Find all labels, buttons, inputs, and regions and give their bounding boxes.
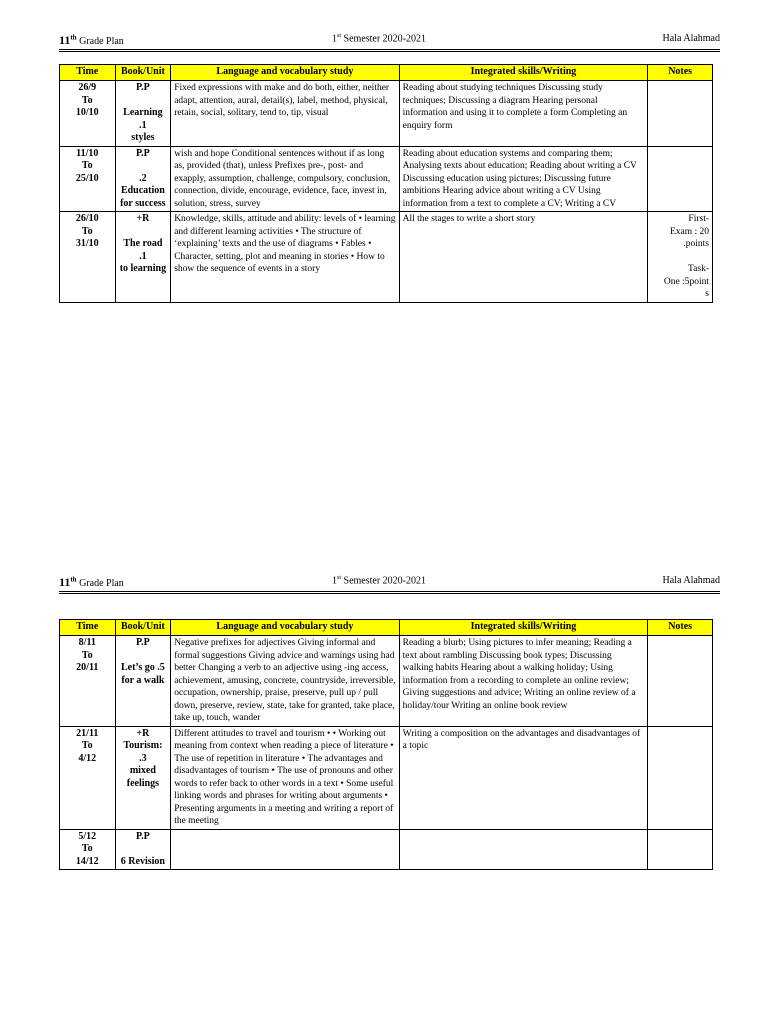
book-unit-cell-line: .2: [139, 172, 147, 184]
time-cell-line: 31/10: [75, 238, 99, 249]
book-unit-cell-line: Tourism: .3: [123, 740, 163, 764]
table-row: [60, 636, 713, 727]
skills-cell: Reading about studying techniques Discussing study techniques; Discussing a diagram Hearing personal information and using it to complete a form Completing an enquiry form: [399, 81, 648, 147]
time-cell: [60, 146, 116, 212]
grade-plan-label: 11th Grade Plan: [59, 575, 124, 589]
time-cell-line: To: [81, 740, 93, 751]
skills-cell: [399, 829, 648, 870]
col-header-time: Time: [60, 65, 116, 81]
book-unit-cell: [115, 726, 171, 829]
notes-cell-line: First-: [688, 214, 709, 224]
book-unit-cell-line: feelings: [126, 777, 159, 789]
book-unit-cell: [115, 81, 171, 147]
book-unit-cell-line: [119, 160, 168, 173]
notes-cell-line: s: [705, 289, 709, 299]
time-cell-line: To: [81, 843, 93, 854]
header-rule: [59, 591, 720, 594]
language-cell: Different attitudes to travel and tourism • • Working out meaning from context when reading a piece of literature • The use of repetition in literature • The advantages and disadvantages of tourism • The use of pronouns and other words to refer back to other words in a text • Some useful linking words and phrases for writing about arguments • Presenting arguments in a meeting and writing a report of the meeting: [171, 726, 399, 829]
table-body: [60, 81, 713, 303]
notes-cell: [648, 829, 713, 870]
plan-table: [59, 619, 713, 870]
col-header-time: Time: [60, 620, 116, 636]
header-rule: [59, 49, 720, 52]
time-cell-line: 4/12: [78, 752, 97, 764]
col-header-skills: Integrated skills/Writing: [399, 65, 648, 81]
time-cell: [60, 726, 116, 829]
table-row: [60, 81, 713, 147]
col-header-language: Language and vocabulary study: [171, 65, 399, 81]
col-header-notes: Notes: [648, 620, 713, 636]
time-cell: [60, 829, 116, 870]
plan-table: [59, 64, 713, 303]
book-unit-cell-line: P.P: [135, 82, 150, 93]
notes-cell-line: One :5point: [663, 276, 709, 287]
table-row: [60, 212, 713, 303]
col-header-notes: Notes: [648, 65, 713, 81]
book-unit-cell: [115, 829, 171, 870]
notes-cell: [648, 212, 713, 303]
notes-cell-line: [651, 251, 709, 264]
book-unit-cell-line: P.P: [135, 830, 150, 842]
time-cell-line: To: [81, 225, 93, 237]
teacher-name: Hala Alahmad: [662, 575, 720, 586]
table-header-row: [60, 620, 713, 636]
semester-label: 1st Semester 2020-2021: [332, 575, 427, 587]
book-unit-cell-line: to learning: [119, 263, 167, 274]
page-header: [59, 33, 720, 49]
time-cell-line: 5/12: [78, 830, 97, 842]
book-unit-cell-line: P.P: [135, 637, 150, 648]
language-cell: wish and hope Conditional sentences without if as long as, provided (that), unless Prefixes pre-, post- and exapply, assumption, challenge, compulsory, conclusion, connection, divide, encourage, evidence, face, invest in, solution, stress, survey: [171, 146, 399, 212]
notes-cell: [648, 636, 713, 727]
book-unit-cell-line: Let’s go .5: [120, 662, 165, 673]
book-unit-cell-line: The road .1: [123, 238, 163, 262]
col-header-book: Book/Unit: [115, 620, 171, 636]
time-cell-line: 26/9: [78, 82, 97, 93]
book-unit-cell-line: Learning .1: [123, 107, 163, 131]
table-row: [60, 146, 713, 212]
time-cell-line: To: [81, 160, 93, 171]
time-cell-line: 14/12: [75, 855, 99, 867]
book-unit-cell-line: [119, 226, 168, 239]
language-cell: Knowledge, skills, attitude and ability: levels of • learning and different learning activities • The structure of ‘explaining’ texts and the use of diagrams • Fables • Character, setting, plot and meaning in stories • How to show the sequence of events in a story: [171, 212, 399, 303]
language-cell: [171, 829, 399, 870]
skills-cell: Writing a composition on the advantages and disadvantages of a topic: [399, 726, 648, 829]
time-cell-line: 10/10: [75, 107, 99, 118]
semester-label: 1st Semester 2020-2021: [332, 33, 427, 45]
time-cell-line: To: [81, 649, 93, 661]
book-unit-cell: [115, 146, 171, 212]
notes-cell: [648, 146, 713, 212]
table-header-row: [60, 65, 713, 81]
book-unit-cell-line: +R: [136, 213, 150, 224]
book-unit-cell: [115, 212, 171, 303]
time-cell-line: To: [81, 94, 93, 106]
book-unit-cell-line: for success: [120, 197, 166, 209]
book-unit-cell-line: mixed: [129, 765, 156, 776]
language-cell: Fixed expressions with make and do both, either, neither adapt, attention, aural, detail(s), label, method, physical, retain, social, solitary, tend to, tip, visual: [171, 81, 399, 147]
book-unit-cell-line: +R: [136, 727, 150, 739]
language-cell: Negative prefixes for adjectives Giving informal and formal suggestions Giving advice and warnings using had better Changing a verb to an adjective using -ing access, achievement, amusing, concrete, countryside, irreversible, occupation, ownership, praise, preserve, pull up / pull down, preserve, review, state, take for granted, take place, take up, touch, wander: [171, 636, 399, 727]
notes-cell-line: Exam : 20: [669, 226, 709, 237]
book-unit-cell-line: [119, 95, 168, 108]
notes-cell-line: Task-: [688, 264, 709, 274]
teacher-name: Hala Alahmad: [662, 33, 720, 44]
skills-cell: Reading about education systems and comparing them; Analysing texts about education; Reading about writing a CV Discussing education using pictures; Discussing future ambitions Hearing advice about writing a CV Using information from a text to complete a CV; Writing a CV: [399, 146, 648, 212]
notes-cell: [648, 81, 713, 147]
skills-cell: All the stages to write a short story: [399, 212, 648, 303]
grade-plan-label: 11th Grade Plan: [59, 33, 124, 47]
book-unit-cell-line: styles: [131, 132, 155, 143]
time-cell-line: 20/11: [76, 662, 99, 673]
time-cell-line: 25/10: [75, 172, 99, 184]
col-header-skills: Integrated skills/Writing: [399, 620, 648, 636]
time-cell-line: 21/11: [76, 727, 99, 739]
table-body: [60, 636, 713, 870]
time-cell: [60, 81, 116, 147]
table-row: [60, 726, 713, 829]
time-cell-line: 11/10: [76, 147, 99, 159]
book-unit-cell-line: P.P: [135, 147, 150, 159]
time-cell-line: 8/11: [78, 637, 96, 648]
time-cell: [60, 636, 116, 727]
time-cell-line: 26/10: [75, 213, 99, 224]
book-unit-cell: [115, 636, 171, 727]
col-header-language: Language and vocabulary study: [171, 620, 399, 636]
notes-cell-line: .points: [683, 239, 709, 249]
book-unit-cell-line: Education: [120, 185, 165, 196]
page-header: [59, 575, 720, 591]
book-unit-cell-line: for a walk: [121, 674, 165, 686]
book-unit-cell-line: [119, 650, 168, 663]
table-row: [60, 829, 713, 870]
col-header-book: Book/Unit: [115, 65, 171, 81]
skills-cell: Reading a blurb; Using pictures to infer meaning; Reading a text about rambling Discussing book types; Discussing walking habits Hearing about a walking holiday; Using information from a recording to complete an online review; Giving suggestions and advice; Writing an online review of a holiday/tour Writing an online book review: [399, 636, 648, 727]
book-unit-cell-line: [119, 843, 168, 856]
notes-cell: [648, 726, 713, 829]
time-cell: [60, 212, 116, 303]
book-unit-cell-line: 6 Revision: [120, 855, 165, 867]
